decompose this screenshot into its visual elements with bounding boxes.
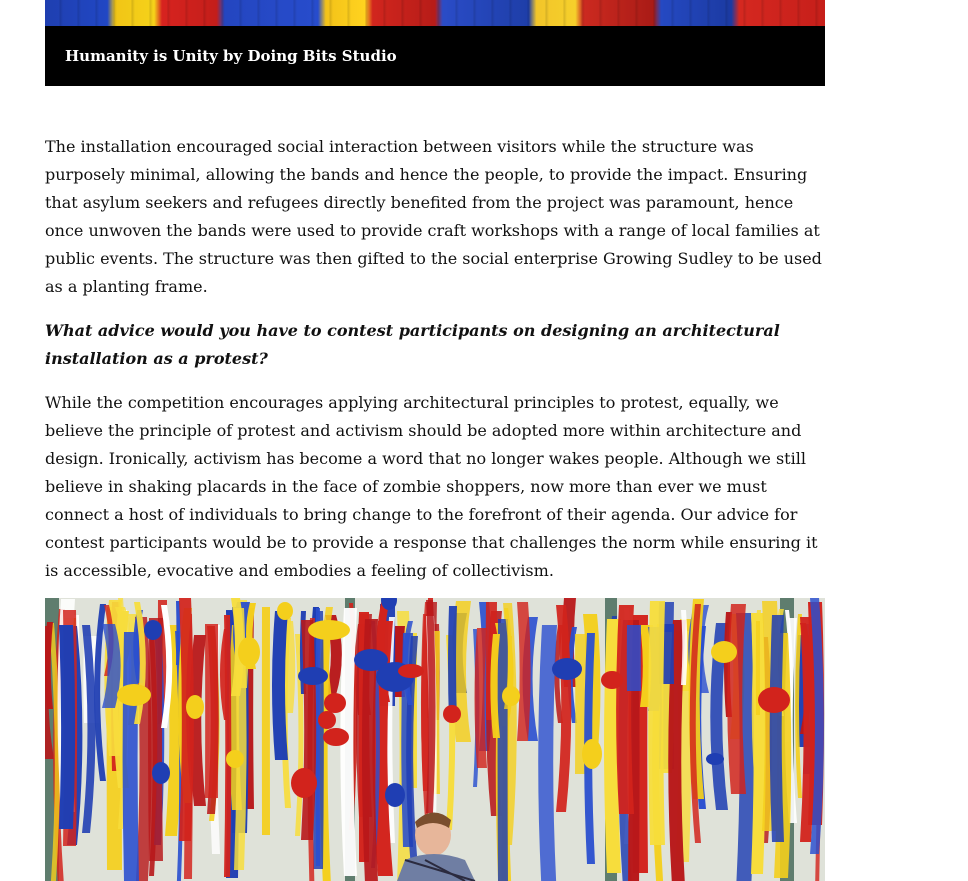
image-caption: Humanity is Unity by Doing Bits Studio [65,47,397,65]
installation-photo-top [45,0,825,26]
article-paragraph: While the competition encourages applying architectural principles to protest, equally, we believe the principle of protest and activism should be adopted more within architecture and design. Ironically, activism has become a word that no longer wakes people. Although we still believe in shaking placards in the face of zombie shoppers, now more than ever we must connect a host of individuals to bring change to the forefront of their agenda. Our advice for contest participants would be to provide a response that challenges the norm while ensuring it is accessible, evocative and embodies a feeling of collectivism. [45,393,818,580]
installation-photo-bottom [45,598,825,881]
ribbon-installation-image [45,598,825,881]
article-content [45,0,825,585]
interview-question: What advice would you have to contest participants on designing an architectural installation as a protest? [45,321,780,368]
article-paragraph: The installation encouraged social interaction between visitors while the structure was purposely minimal, allowing the bands and hence the people, to provide the impact. Ensuring that asylum seekers and refugees directly benefited from the project was paramount, hence once unwoven the bands were used to provide craft workshops with a range of local families at public events. The structure was then gifted to the social enterprise Growing Sudley to be used as a planting frame. [45,137,822,296]
image-caption-bar [45,26,825,86]
